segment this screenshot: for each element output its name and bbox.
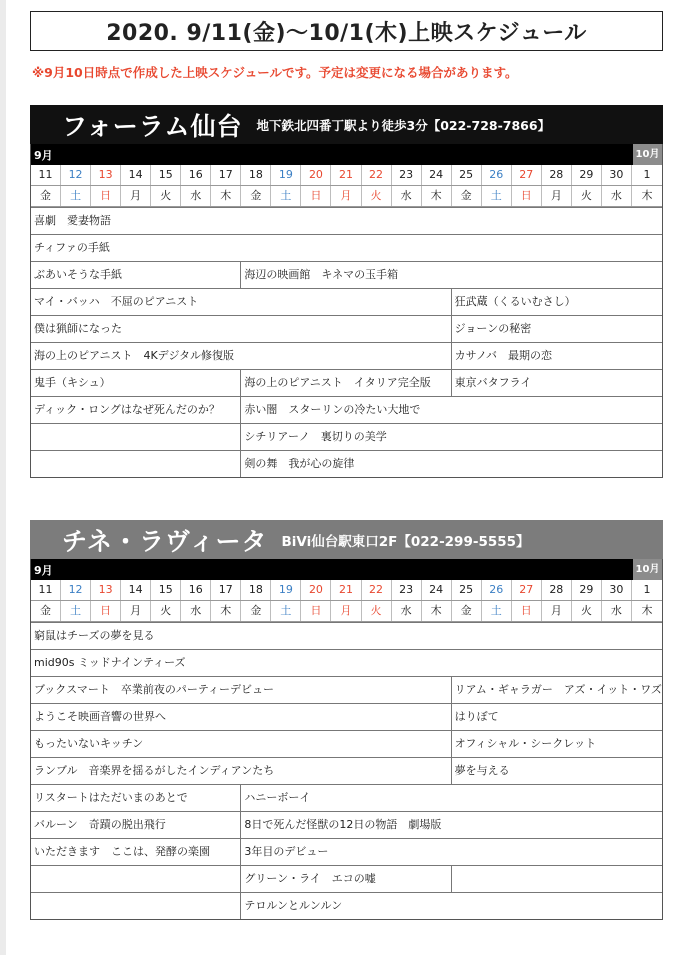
weekday-cell: 水	[181, 601, 211, 621]
film-title: リアム・ギャラガー アズ・イット・ワズ	[454, 683, 662, 696]
film-title: ようこそ映画音響の世界へ	[31, 704, 452, 730]
date-cell: 30	[602, 165, 632, 185]
theater-forum-sendai	[30, 105, 663, 478]
theater-name: フォーラム仙台	[62, 111, 243, 141]
schedule-notice: ※9月10日時点で作成した上映スケジュールです。予定は変更になる場合があります。	[32, 65, 518, 80]
film-row	[31, 342, 662, 369]
weekday-cell: 水	[181, 186, 211, 206]
weekday-cell: 水	[392, 601, 422, 621]
weekday-cell: 金	[452, 601, 482, 621]
date-cell: 21	[331, 580, 361, 600]
film-title: テロルンとルンルン	[244, 899, 343, 912]
film-row	[31, 315, 662, 342]
film-title: 僕は猟師になった	[31, 316, 452, 342]
date-cell: 29	[572, 580, 602, 600]
date-cell: 26	[482, 165, 512, 185]
film-title: 夢を与える	[454, 764, 510, 777]
film-title: はりぼて	[454, 710, 499, 723]
weekday-cell: 水	[602, 186, 632, 206]
theater-header	[30, 105, 663, 144]
film-title: ディック・ロングはなぜ死んだのか？	[31, 397, 241, 423]
film-title: リスタートはただいまのあとで	[31, 785, 241, 811]
weekday-cell: 日	[91, 186, 121, 206]
film-title: シチリアーノ 裏切りの美学	[244, 430, 387, 443]
date-cell: 29	[572, 165, 602, 185]
weekday-cell: 木	[211, 601, 241, 621]
film-title: ブックスマート 卒業前夜のパーティーデビュー	[31, 677, 452, 703]
film-title: グリーン・ライ エコの嘘	[241, 866, 451, 892]
film-row	[31, 622, 662, 649]
weekday-cell: 金	[241, 601, 271, 621]
date-cell: 23	[392, 165, 422, 185]
weekday-cell: 火	[572, 186, 602, 206]
film-row	[31, 703, 662, 730]
month-label-october: 10月	[633, 559, 662, 580]
weekday-cell: 月	[121, 601, 151, 621]
date-cell: 25	[452, 580, 482, 600]
film-row	[31, 369, 662, 396]
date-cell: 28	[542, 580, 572, 600]
film-row	[31, 261, 662, 288]
film-title: ジョーンの秘密	[454, 322, 532, 335]
weekday-cell: 日	[91, 601, 121, 621]
film-title: 鬼手（キシュ）	[31, 370, 241, 396]
weekday-cell: 土	[271, 186, 301, 206]
film-title: 喜劇 愛妻物語	[34, 214, 111, 227]
date-cell: 13	[91, 165, 121, 185]
weekday-cell: 月	[331, 186, 361, 206]
month-label-september: 9月	[34, 149, 53, 162]
date-cell: 22	[362, 580, 392, 600]
date-cell: 15	[151, 165, 181, 185]
date-cell: 11	[31, 580, 61, 600]
film-title: 東京バタフライ	[454, 376, 532, 389]
date-row	[31, 580, 662, 601]
date-cell: 23	[392, 580, 422, 600]
date-cell: 18	[241, 580, 271, 600]
weekday-cell: 火	[151, 186, 181, 206]
film-rows	[31, 207, 662, 477]
weekday-cell: 木	[641, 604, 653, 617]
film-title: 狂武蔵（くるいむさし）	[454, 295, 576, 308]
date-cell: 19	[271, 165, 301, 185]
weekday-cell: 月	[121, 186, 151, 206]
weekday-cell: 金	[452, 186, 482, 206]
empty-slot	[31, 424, 241, 450]
empty-slot	[31, 451, 241, 477]
date-cell: 1	[643, 583, 651, 596]
date-cell: 16	[181, 580, 211, 600]
month-bar	[31, 144, 662, 165]
weekday-cell: 火	[572, 601, 602, 621]
empty-slot	[452, 866, 662, 892]
date-cell: 27	[512, 580, 542, 600]
weekday-cell: 金	[241, 186, 271, 206]
film-row	[31, 838, 662, 865]
weekday-cell: 木	[211, 186, 241, 206]
film-row	[31, 234, 662, 261]
film-title: いただきます ここは、発酵の楽園	[31, 839, 241, 865]
date-cell: 25	[452, 165, 482, 185]
theater-access-info: 地下鉄北四番丁駅より徒歩3分【022-728-7866】	[256, 117, 551, 133]
film-title: 窮鼠はチーズの夢を見る	[34, 629, 155, 642]
date-cell: 30	[602, 580, 632, 600]
weekday-cell: 火	[151, 601, 181, 621]
date-cell: 21	[331, 165, 361, 185]
date-cell: 22	[362, 165, 392, 185]
empty-slot	[31, 866, 241, 892]
weekday-cell: 土	[482, 601, 512, 621]
weekday-cell: 土	[482, 186, 512, 206]
film-row	[31, 892, 662, 919]
date-row	[31, 165, 662, 186]
date-cell: 20	[301, 165, 331, 185]
weekday-cell: 金	[31, 186, 61, 206]
film-row	[31, 450, 662, 477]
film-title: 3年目のデビュー	[244, 845, 329, 858]
weekday-row	[31, 186, 662, 207]
weekday-cell: 日	[512, 601, 542, 621]
theater-cine-la-vita	[30, 520, 663, 920]
date-cell: 17	[211, 165, 241, 185]
film-title: オフィシャル・シークレット	[454, 737, 597, 750]
film-title: もったいないキッチン	[31, 731, 452, 757]
date-cell: 11	[31, 165, 61, 185]
date-cell: 1	[643, 168, 651, 181]
date-cell: 26	[482, 580, 512, 600]
film-row	[31, 676, 662, 703]
date-cell: 12	[61, 580, 91, 600]
weekday-cell: 木	[641, 189, 653, 202]
date-cell: 28	[542, 165, 572, 185]
theater-name: チネ・ラヴィータ	[62, 526, 268, 556]
month-bar	[31, 559, 662, 580]
date-cell: 27	[512, 165, 542, 185]
weekday-cell: 日	[301, 601, 331, 621]
page-edge	[0, 0, 6, 955]
weekday-cell: 日	[301, 186, 331, 206]
date-cell: 16	[181, 165, 211, 185]
date-cell: 19	[271, 580, 301, 600]
weekday-cell: 水	[392, 186, 422, 206]
weekday-cell: 月	[542, 186, 572, 206]
film-title: ランブル 音楽界を揺るがしたインディアンたち	[31, 758, 452, 784]
theater-access-info: BiVi仙台駅東口2F【022-299-5555】	[281, 533, 530, 550]
film-title: マイ・バッハ 不屈のピアニスト	[31, 289, 452, 315]
film-row	[31, 730, 662, 757]
weekday-cell: 月	[331, 601, 361, 621]
weekday-cell: 土	[61, 186, 91, 206]
film-title: ぶあいそうな手紙	[31, 262, 241, 288]
film-rows	[31, 622, 662, 919]
film-title: カサノバ 最期の恋	[454, 349, 553, 362]
date-cell: 13	[91, 580, 121, 600]
film-row	[31, 423, 662, 450]
weekday-row	[31, 601, 662, 622]
film-title: mid90s ミッドナインティーズ	[34, 656, 186, 669]
film-title: 8日で死んだ怪獣の12日の物語 劇場版	[244, 818, 442, 831]
film-title: バルーン 奇蹟の脱出飛行	[31, 812, 241, 838]
film-title: 赤い闇 スターリンの冷たい大地で	[244, 403, 421, 416]
weekday-cell: 月	[542, 601, 572, 621]
weekday-cell: 木	[422, 186, 452, 206]
date-cell: 20	[301, 580, 331, 600]
date-cell: 17	[211, 580, 241, 600]
schedule-table	[30, 559, 663, 920]
date-cell: 12	[61, 165, 91, 185]
film-row	[31, 207, 662, 234]
film-row	[31, 784, 662, 811]
film-title: 剣の舞 我が心の旋律	[244, 457, 355, 470]
date-cell: 15	[151, 580, 181, 600]
film-row	[31, 757, 662, 784]
weekday-cell: 火	[362, 186, 392, 206]
date-cell: 18	[241, 165, 271, 185]
film-row	[31, 865, 662, 892]
weekday-cell: 火	[362, 601, 392, 621]
weekday-cell: 土	[271, 601, 301, 621]
date-cell: 24	[422, 580, 452, 600]
weekday-cell: 土	[61, 601, 91, 621]
weekday-cell: 日	[512, 186, 542, 206]
film-title: チィファの手紙	[34, 241, 110, 254]
film-title: 海の上のピアニスト 4Kデジタル修復版	[31, 343, 452, 369]
schedule-title: 2020. 9/11(金)〜10/1(木)上映スケジュール	[30, 11, 663, 51]
date-cell: 24	[422, 165, 452, 185]
empty-slot	[31, 893, 241, 919]
film-row	[31, 288, 662, 315]
weekday-cell: 木	[422, 601, 452, 621]
film-row	[31, 811, 662, 838]
month-label-september: 9月	[34, 564, 53, 577]
film-row	[31, 396, 662, 423]
film-title: 海辺の映画館 キネマの玉手箱	[244, 268, 399, 281]
month-label-october: 10月	[633, 144, 662, 165]
weekday-cell: 金	[31, 601, 61, 621]
film-title: 海の上のピアニスト イタリア完全版	[241, 370, 451, 396]
theater-header	[30, 520, 663, 559]
date-cell: 14	[121, 165, 151, 185]
film-title: ハニーボーイ	[244, 791, 311, 804]
schedule-table	[30, 144, 663, 478]
film-row	[31, 649, 662, 676]
weekday-cell: 水	[602, 601, 632, 621]
date-cell: 14	[121, 580, 151, 600]
